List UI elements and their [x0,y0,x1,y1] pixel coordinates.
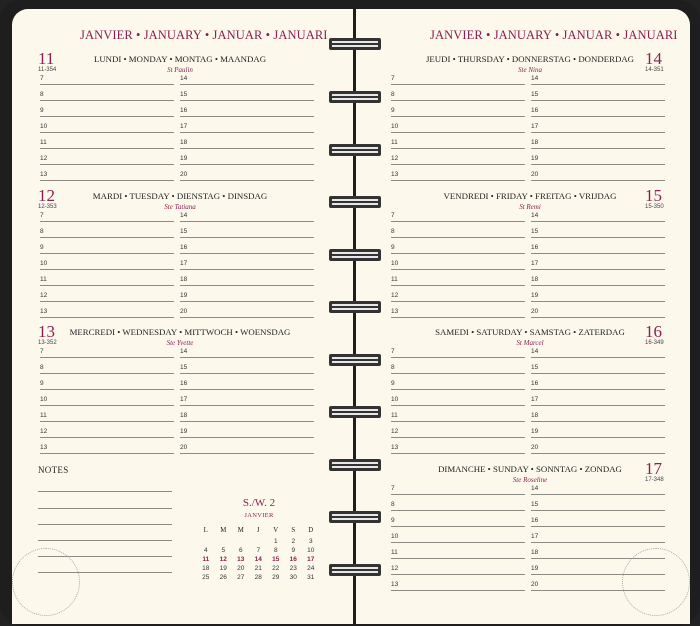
calendar-day[interactable]: 6 [238,547,243,554]
hour-line[interactable] [531,228,665,238]
hour-label: 18 [531,412,539,419]
hour-label: 13 [40,171,48,178]
notes-line[interactable] [38,491,172,492]
binder-ring [329,196,381,208]
hour-line[interactable] [40,228,174,238]
hour-line[interactable] [40,139,174,149]
day-of-year: 17-348 [645,477,664,483]
hour-label: 16 [531,244,539,251]
hour-line[interactable] [531,308,665,318]
hour-label: 10 [391,123,399,130]
hour-label: 19 [531,292,539,299]
hour-line[interactable] [180,75,314,85]
day-number: 11 [38,49,55,68]
weekday-header: M [237,526,244,534]
hour-label: 14 [180,75,188,82]
hour-line[interactable] [531,171,665,181]
calendar-day[interactable]: 1 [273,538,278,545]
hour-line[interactable] [40,364,174,374]
hour-label: 9 [40,244,44,251]
calendar-day[interactable]: 27 [237,574,245,581]
hour-line[interactable] [180,380,314,390]
hour-line[interactable] [180,228,314,238]
hour-label: 17 [531,123,539,130]
hour-label: 15 [531,364,539,371]
notes-line[interactable] [38,540,172,541]
weekday-header: M [220,526,227,534]
hour-line[interactable] [391,533,525,543]
calendar-day[interactable]: 5 [221,547,226,554]
hour-label: 16 [180,380,188,387]
calendar-day[interactable]: 11 [202,556,210,563]
hour-line[interactable] [40,308,174,318]
hour-line[interactable] [180,212,314,222]
calendar-day[interactable]: 23 [289,565,297,572]
hour-line[interactable] [531,348,665,358]
binder-ring [329,144,381,156]
hour-label: 7 [40,75,44,82]
weekday-header: D [308,526,314,534]
hour-label: 9 [40,380,44,387]
calendar-day[interactable]: 28 [254,574,262,581]
day-of-year: 14-351 [645,67,664,73]
calendar-day[interactable]: 18 [202,565,210,572]
calendar-day[interactable]: 30 [289,574,297,581]
day-of-year: 11-354 [38,67,57,73]
hour-label: 19 [180,292,188,299]
hour-label: 19 [531,565,539,572]
hour-line[interactable] [180,292,314,302]
hour-line[interactable] [391,565,525,575]
hour-line[interactable] [531,123,665,133]
hour-line[interactable] [40,444,174,454]
hour-line[interactable] [40,171,174,181]
hour-label: 20 [180,444,188,451]
hour-line[interactable] [391,581,525,591]
day-of-year: 13-352 [38,340,57,346]
notes-line[interactable] [38,508,172,509]
hour-line[interactable] [40,212,174,222]
calendar-day[interactable]: 14 [254,556,262,563]
hour-line[interactable] [391,549,525,559]
hour-label: 8 [40,91,44,98]
hour-label: 15 [531,228,539,235]
calendar-day[interactable]: 21 [254,565,262,572]
hour-label: 16 [531,517,539,524]
hour-line[interactable] [391,75,525,85]
hour-line[interactable] [531,428,665,438]
hour-label: 9 [391,517,395,524]
hour-label: 17 [531,260,539,267]
hour-line[interactable] [40,244,174,254]
hour-label: 12 [391,292,399,299]
hour-line[interactable] [40,412,174,422]
calendar-day[interactable]: 13 [237,556,245,563]
hour-line[interactable] [391,171,525,181]
hour-line[interactable] [391,308,525,318]
hour-label: 17 [531,533,539,540]
hour-label: 15 [180,364,188,371]
hour-label: 15 [180,228,188,235]
hour-label: 14 [180,348,188,355]
saint-name: Ste Nina [518,66,542,74]
hour-line[interactable] [40,123,174,133]
hour-label: 18 [531,139,539,146]
binder-ring [329,459,381,471]
hour-label: 11 [391,276,398,283]
hour-label: 8 [391,364,395,371]
hour-label: 13 [391,171,399,178]
hour-label: 7 [40,348,44,355]
calendar-day[interactable]: 16 [289,556,297,563]
hour-label: 20 [531,171,539,178]
hour-label: 9 [391,244,395,251]
weekday-header: S [291,526,296,534]
hour-line[interactable] [531,380,665,390]
day-number: 12 [38,186,55,205]
calendar-day[interactable]: 8 [273,547,278,554]
day-name: DIMANCHE • SUNDAY • SONNTAG • ZONDAG [438,464,622,474]
hour-label: 20 [531,444,539,451]
saint-name: Ste Yvette [166,339,194,347]
hour-line[interactable] [391,428,525,438]
hour-line[interactable] [531,396,665,406]
hour-line[interactable] [391,107,525,117]
saint-name: St Paulin [167,66,193,74]
hour-label: 10 [40,260,48,267]
hour-line[interactable] [391,364,525,374]
hour-label: 8 [40,364,44,371]
hour-line[interactable] [531,276,665,286]
hour-label: 9 [40,107,44,114]
hour-line[interactable] [531,533,665,543]
hour-line[interactable] [531,260,665,270]
hour-line[interactable] [391,139,525,149]
hour-label: 8 [40,228,44,235]
hour-line[interactable] [40,107,174,117]
calendar-day[interactable]: 31 [307,574,315,581]
hour-line[interactable] [180,428,314,438]
day-number: 16 [645,322,662,341]
day-number: 14 [645,49,662,68]
hour-line[interactable] [391,380,525,390]
binder-ring [329,406,381,418]
hour-label: 8 [391,228,395,235]
binder-ring [329,249,381,261]
hour-line[interactable] [391,155,525,165]
hour-label: 11 [391,412,398,419]
day-name: MARDI • TUESDAY • DIENSTAG • DINSDAG [92,191,268,201]
hour-label: 10 [391,533,399,540]
hour-line[interactable] [391,228,525,238]
hour-line[interactable] [180,107,314,117]
hour-line[interactable] [391,485,525,495]
hour-line[interactable] [391,260,525,270]
binder-ring [329,564,381,576]
hour-line[interactable] [180,244,314,254]
hour-label: 18 [531,276,539,283]
hour-label: 12 [40,292,48,299]
hour-line[interactable] [40,396,174,406]
hour-line[interactable] [391,348,525,358]
mini-calendar [197,523,320,582]
hour-label: 12 [391,565,399,572]
calendar-day[interactable]: 2 [291,538,296,545]
hour-line[interactable] [391,91,525,101]
hour-label: 12 [40,155,48,162]
hour-label: 13 [391,581,399,588]
hour-label: 13 [391,444,399,451]
hour-label: 16 [531,380,539,387]
hour-label: 19 [180,428,188,435]
hour-line[interactable] [180,396,314,406]
calendar-day[interactable]: 12 [219,556,227,563]
hour-label: 18 [180,139,188,146]
hour-line[interactable] [391,444,525,454]
calendar-day[interactable] [232,537,250,546]
day-number: 15 [645,186,662,205]
saint-name: St Remi [519,203,541,211]
hour-label: 17 [180,396,188,403]
hour-line[interactable] [391,412,525,422]
calendar-day[interactable]: 22 [272,565,280,572]
calendar-day[interactable]: 24 [307,565,315,572]
hour-line[interactable] [391,244,525,254]
hour-line[interactable] [531,501,665,511]
hour-line[interactable] [391,292,525,302]
hour-label: 20 [531,308,539,315]
hour-line[interactable] [531,155,665,165]
month-header-left: JANVIER • JANUARY • JANUAR • JANUARI [80,28,328,42]
hour-line[interactable] [180,91,314,101]
binder-ring [329,301,381,313]
weekday-header: L [203,526,208,534]
saint-name: Ste Roseline [512,476,548,484]
hour-label: 10 [391,396,399,403]
hour-label: 19 [531,155,539,162]
calendar-day[interactable]: 9 [291,547,296,554]
hour-line[interactable] [40,75,174,85]
hour-line[interactable] [40,260,174,270]
hour-line[interactable] [180,171,314,181]
hour-label: 8 [391,91,395,98]
hour-line[interactable] [531,212,665,222]
mini-calendar-week: S./W. 2 [242,497,276,509]
hour-line[interactable] [40,155,174,165]
hour-label: 14 [531,212,539,219]
hour-label: 13 [40,444,48,451]
hour-line[interactable] [180,123,314,133]
hour-label: 12 [391,155,399,162]
hour-line[interactable] [531,485,665,495]
hour-label: 20 [180,308,188,315]
day-name: SAMEDI • SATURDAY • SAMSTAG • ZATERDAG [435,327,625,337]
day-name: VENDREDI • FRIDAY • FREITAG • VRIJDAG [443,191,617,201]
binder-ring [329,511,381,523]
hour-label: 14 [531,75,539,82]
hour-line[interactable] [531,244,665,254]
calendar-day[interactable]: 26 [219,574,227,581]
hour-line[interactable] [180,139,314,149]
calendar-day[interactable]: 19 [219,565,227,572]
hour-label: 18 [180,276,188,283]
calendar-day[interactable] [197,537,215,546]
corner-tear-left [12,548,80,616]
hour-label: 20 [180,171,188,178]
calendar-day[interactable] [215,537,233,546]
notes-label: NOTES [38,465,69,475]
mini-calendar-month: JANVIER [244,512,274,519]
hour-line[interactable] [40,276,174,286]
calendar-day[interactable]: 10 [307,547,315,554]
hour-label: 14 [531,348,539,355]
hour-label: 11 [391,549,398,556]
hour-line[interactable] [180,260,314,270]
hour-line[interactable] [391,517,525,527]
hour-label: 17 [531,396,539,403]
hour-label: 16 [531,107,539,114]
hour-line[interactable] [531,444,665,454]
hour-line[interactable] [531,364,665,374]
weekday-header: J [256,526,260,534]
hour-line[interactable] [40,91,174,101]
saint-name: Ste Tatiana [164,203,196,211]
binder-ring [329,38,381,50]
hour-line[interactable] [40,428,174,438]
hour-line[interactable] [40,348,174,358]
hour-label: 10 [40,396,48,403]
hour-line[interactable] [391,501,525,511]
hour-label: 11 [391,139,398,146]
calendar-day[interactable]: 7 [256,547,261,554]
hour-label: 19 [531,428,539,435]
calendar-day[interactable]: 20 [237,565,245,572]
hour-label: 19 [180,155,188,162]
hour-line[interactable] [180,348,314,358]
hour-line[interactable] [391,123,525,133]
hour-line[interactable] [180,364,314,374]
hour-label: 7 [391,75,395,82]
hour-label: 7 [391,212,395,219]
calendar-day[interactable]: 25 [202,574,210,581]
hour-line[interactable] [531,139,665,149]
hour-label: 11 [40,139,47,146]
hour-line[interactable] [180,412,314,422]
hour-label: 7 [391,348,395,355]
hour-label: 10 [40,123,48,130]
hour-label: 14 [180,212,188,219]
calendar-day[interactable]: 17 [307,556,315,563]
hour-line[interactable] [531,412,665,422]
hour-label: 20 [531,581,539,588]
day-number: 13 [38,322,55,341]
hour-label: 12 [391,428,399,435]
hour-line[interactable] [40,380,174,390]
hour-label: 10 [391,260,399,267]
hour-label: 7 [391,485,395,492]
day-name: LUNDI • MONDAY • MONTAG • MAANDAG [93,54,267,64]
hour-line[interactable] [531,75,665,85]
hour-line[interactable] [531,517,665,527]
calendar-day[interactable]: 29 [272,574,280,581]
hour-label: 15 [531,501,539,508]
hour-line[interactable] [180,308,314,318]
hour-label: 17 [180,260,188,267]
day-of-year: 15-350 [645,204,664,210]
hour-line[interactable] [180,276,314,286]
hour-label: 14 [531,485,539,492]
hour-label: 12 [40,428,48,435]
hour-label: 9 [391,380,395,387]
hour-label: 17 [180,123,188,130]
calendar-day[interactable]: 3 [308,538,313,545]
hour-line[interactable] [180,155,314,165]
hour-label: 11 [40,412,47,419]
corner-tear-right [622,548,690,616]
hour-label: 8 [391,501,395,508]
month-header-right: JANVIER • JANUARY • JANUAR • JANUARI [430,28,678,42]
day-name: JEUDI • THURSDAY • DONNERSTAG • DONDERDAG [425,54,635,64]
hour-line[interactable] [40,292,174,302]
day-of-year: 16-349 [645,340,664,346]
calendar-day[interactable]: 15 [272,556,280,563]
binder-ring [329,354,381,366]
hour-line[interactable] [180,444,314,454]
hour-label: 16 [180,244,188,251]
hour-label: 15 [180,91,188,98]
hour-line[interactable] [391,212,525,222]
weekday-header: V [273,526,279,534]
hour-label: 18 [180,412,188,419]
hour-label: 11 [40,276,47,283]
hour-label: 13 [391,308,399,315]
hour-line[interactable] [391,276,525,286]
hour-line[interactable] [531,107,665,117]
hour-line[interactable] [391,396,525,406]
binder-ring [329,91,381,103]
day-name: MERCREDI • WEDNESDAY • MITTWOCH • WOENSDAG [69,327,291,337]
hour-label: 15 [531,91,539,98]
hour-label: 16 [180,107,188,114]
hour-line[interactable] [531,91,665,101]
calendar-day[interactable] [250,537,268,546]
hour-label: 18 [531,549,539,556]
hour-line[interactable] [531,292,665,302]
notes-line[interactable] [38,524,172,525]
hour-label: 13 [40,308,48,315]
hour-label: 7 [40,212,44,219]
saint-name: St Marcel [516,339,544,347]
day-of-year: 12-353 [38,204,57,210]
hour-label: 9 [391,107,395,114]
calendar-day[interactable]: 4 [203,547,208,554]
day-number: 17 [645,459,662,478]
